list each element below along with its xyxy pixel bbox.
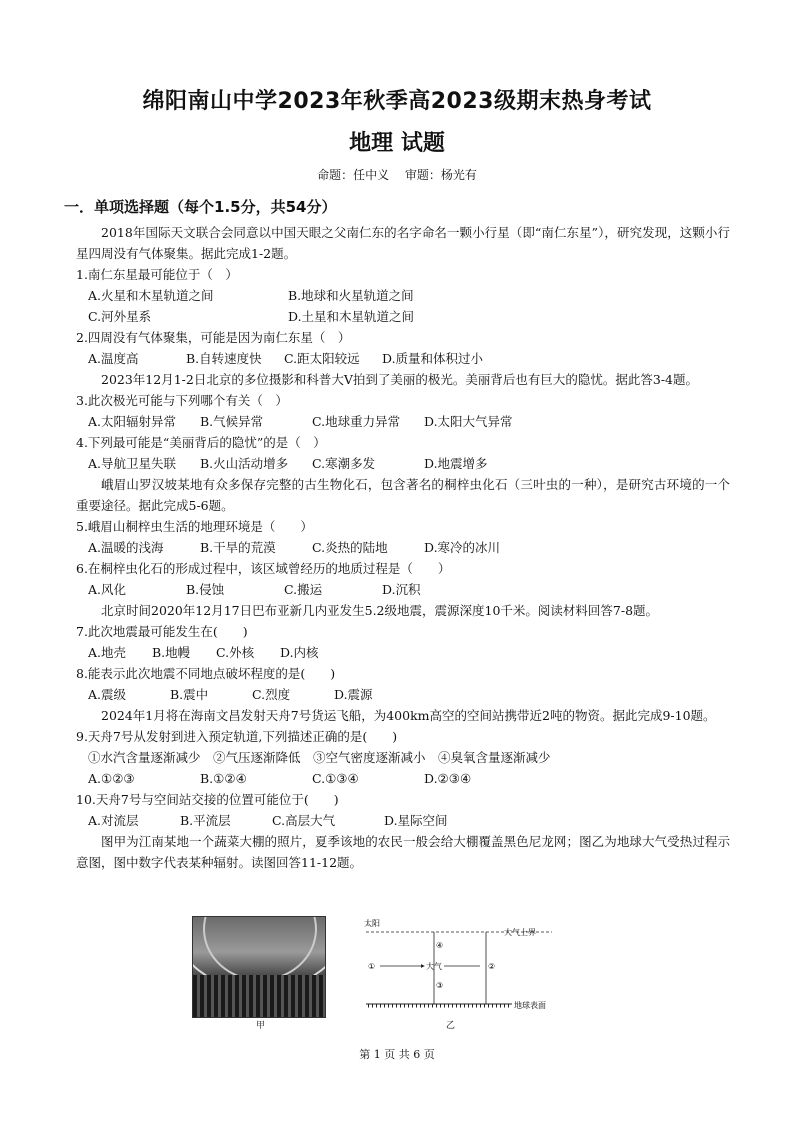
subject-title: 地理 试题 [349, 131, 445, 156]
question-10: 10.天舟7号与空间站交接的位置可能位于( ) [76, 792, 339, 807]
option: C.烈度 [252, 687, 291, 702]
passage-2: 2023年12月1-2日北京的多位摄影和科普大V拍到了美丽的极光。美丽背后也有巨大的隐忧。据此答3-4题。 [101, 372, 699, 387]
questions-body [76, 222, 730, 873]
passage-6: 图甲为江南某地一个蔬菜大棚的照片，夏季该地的农民一般会给大棚覆盖黑色尼龙网；图乙为地球大气受热过程示意图，图中数字代表某种辐射。读图回答11-12题。 [76, 834, 730, 870]
question-4: 4.下列最可能是“美丽背后的隐忧”的是（ ） [76, 435, 326, 450]
option: D.震源 [334, 687, 373, 702]
option: D.沉积 [382, 582, 421, 597]
option: D.质量和体积过小 [382, 351, 484, 366]
option: C.搬运 [284, 582, 323, 597]
question-1: 1.南仁东星最可能位于（ ） [76, 267, 238, 282]
options-1a [76, 285, 730, 306]
option: C.河外星系 [88, 309, 152, 324]
option: B.①②④ [200, 771, 247, 786]
label-3: ③ [436, 981, 444, 990]
section-heading: 一．单项选择题（每个1.5分，共54分） [64, 198, 337, 216]
option: D.②③④ [424, 771, 472, 786]
passage-5: 2024年1月将在海南文昌发射天舟7号货运飞船，为400km高空的空间站携带近2吨的物资。据此完成9-10题。 [101, 708, 716, 723]
option: B.干旱的荒漠 [200, 540, 276, 555]
passage-4: 北京时间2020年12月17日巴布亚新几内亚发生5.2级地震，震源深度10千米。阅读材料回答7-8题。 [101, 603, 659, 618]
question-8: 8.能表示此次地震不同地点破坏程度的是( ) [76, 666, 336, 681]
label-sun: 太阳 [364, 919, 380, 928]
options-9 [76, 768, 730, 789]
question-7: 7.此次地震最可能发生在( ) [76, 624, 248, 639]
option: B.自转速度快 [186, 351, 262, 366]
option: D.内核 [280, 645, 319, 660]
option: B.地幔 [152, 645, 191, 660]
exam-title: 绵阳南山中学2023年秋季高2023级期末热身考试 [142, 89, 652, 114]
passage-3: 峨眉山罗汉坡某地有众多保存完整的古生物化石，包含著名的桐梓虫化石（三叶虫的一种），是研究古环境的一个重要途径。据此完成5-6题。 [76, 477, 730, 513]
option: A.温暖的浅海 [88, 540, 164, 555]
option: B.火山活动增多 [200, 456, 289, 471]
passage-1: 2018年国际天文联合会同意以中国天眼之父南仁东的名字命名一颗小行星（即“南仁东星”），研究发现，这颗小行星四周没有气体聚集。据此完成1-2题。 [76, 225, 730, 261]
question-6: 6.在桐梓虫化石的形成过程中，该区域曾经历的地质过程是（ ） [76, 561, 451, 576]
option: A.火星和木星轨道之间 [88, 288, 214, 303]
option: B.侵蚀 [186, 582, 225, 597]
options-8 [76, 684, 730, 705]
options-7 [76, 642, 730, 663]
option: C.地球重力异常 [312, 414, 401, 429]
option: D.寒冷的冰川 [424, 540, 501, 555]
option: B.平流层 [180, 813, 231, 828]
label-ground: 地球表面 [514, 1001, 546, 1010]
caption-yi: 乙 [446, 1021, 456, 1031]
option: A.风化 [88, 582, 127, 597]
option: C.距太阳较远 [284, 351, 360, 366]
caption-jia: 甲 [256, 1021, 266, 1031]
option: B.震中 [170, 687, 209, 702]
options-10 [76, 810, 730, 831]
option: D.太阳大气异常 [424, 414, 513, 429]
option: C.高层大气 [272, 813, 336, 828]
label-atm-top: 大气上界 [504, 928, 536, 937]
greenhouse-photo [192, 916, 326, 1018]
question-9: 9.天舟7号从发射到进入预定轨道,下列描述正确的是( ) [76, 729, 398, 744]
option: A.地壳 [88, 645, 127, 660]
option: A.①②③ [88, 771, 135, 786]
figures [190, 910, 570, 1040]
option: A.震级 [88, 687, 127, 702]
page-footer: 第 1 页 共 6 页 [359, 1048, 435, 1061]
options-6 [76, 579, 730, 600]
statements-9: ①水汽含量逐渐减少 ②气压逐渐降低 ③空气密度逐渐减小 ④臭氧含量逐渐减少 [88, 750, 551, 765]
question-2: 2.四周没有气体聚集，可能是因为南仁东星（ ） [76, 330, 351, 345]
options-3 [76, 411, 730, 432]
option: A.太阳辐射异常 [88, 414, 177, 429]
option: D.星际空间 [384, 813, 448, 828]
label-4: ④ [436, 941, 444, 950]
options-5 [76, 537, 730, 558]
option: C.炎热的陆地 [312, 540, 388, 555]
label-atmosphere: 大气 [426, 962, 442, 971]
option: C.外核 [216, 645, 255, 660]
option: B.地球和火星轨道之间 [288, 288, 414, 303]
option: A.温度高 [88, 351, 139, 366]
option: D.地震增多 [424, 456, 488, 471]
label-2: ② [488, 962, 496, 971]
option: A.导航卫星失联 [88, 456, 177, 471]
label-1: ① [368, 962, 376, 971]
option: C.①③④ [312, 771, 359, 786]
question-3: 3.此次极光可能与下列哪个有关（ ） [76, 393, 288, 408]
option: A.对流层 [88, 813, 139, 828]
options-1b [76, 306, 730, 327]
option: D.土星和木星轨道之间 [288, 309, 415, 324]
option: B.气候异常 [200, 414, 264, 429]
options-2 [76, 348, 730, 369]
vegetable-rows [193, 975, 325, 1017]
atmosphere-heating-diagram [362, 914, 562, 1018]
authors-line: 命题：任中义 审题：杨光有 [317, 168, 477, 182]
option: C.寒潮多发 [312, 456, 376, 471]
options-4 [76, 453, 730, 474]
question-5: 5.峨眉山桐梓虫生活的地理环境是（ ） [76, 519, 313, 534]
